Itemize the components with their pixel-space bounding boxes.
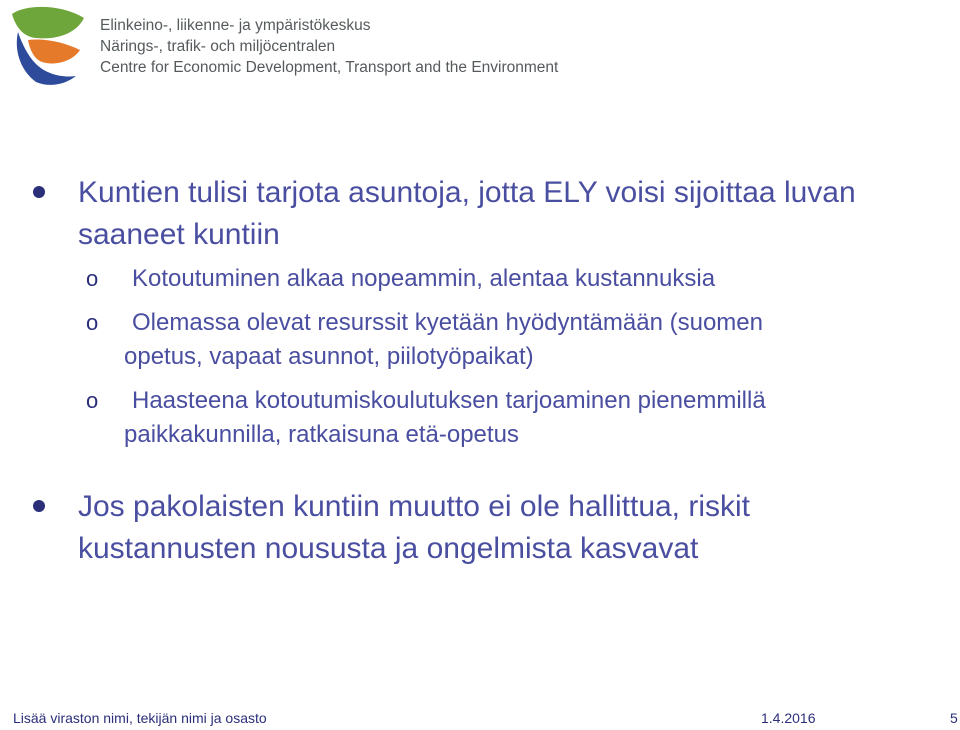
circle-bullet-icon: o	[86, 310, 99, 335]
sub-bullet-line: Kotoutuminen alkaa nopeammin, alentaa kustannuksia	[132, 265, 716, 292]
sub-bullet-line: paikkakunnilla, ratkaisuna etä-opetus	[124, 421, 519, 448]
org-name-sv: Närings-, trafik- och miljöcentralen	[100, 38, 336, 55]
bullet-dot-icon	[33, 500, 45, 512]
bullet-dot-icon	[33, 186, 45, 198]
slide-content	[28, 172, 928, 570]
circle-bullet-icon: o	[86, 266, 99, 291]
sub-bullet-item	[82, 384, 928, 452]
bullet-item	[28, 486, 928, 570]
slide-footer	[0, 708, 960, 730]
bullet-text: Kuntien tulisi tarjota asuntoja, jotta ELY voisi sijoittaa luvan saaneet kuntiin	[78, 176, 856, 251]
circle-bullet-icon: o	[86, 388, 99, 413]
sub-bullet-item	[82, 262, 928, 296]
page-number: 5	[950, 710, 958, 726]
org-name-en: Centre for Economic Development, Transport and the Environment	[100, 59, 559, 76]
footer-date: 1.4.2016	[761, 710, 816, 726]
bullet-text: Jos pakolaisten kuntiin muutto ei ole hallittua, riskit kustannusten noususta ja ongelmista kasvavat	[78, 490, 751, 565]
sub-bullet-line: Olemassa olevat resurssit kyetään hyödyntämään (suomen	[132, 309, 763, 336]
org-name-fi: Elinkeino-, liikenne- ja ympäristökeskus	[100, 17, 371, 34]
bullet-item	[28, 172, 928, 256]
sub-bullet-list	[82, 262, 928, 452]
sub-bullet-line: Haasteena kotoutumiskoulutuksen tarjoaminen pienemmillä	[132, 387, 766, 414]
sub-bullet-item	[82, 306, 928, 374]
organization-names	[100, 15, 558, 78]
ely-logo-icon	[6, 4, 86, 86]
slide-header	[0, 0, 960, 90]
sub-bullet-line: opetus, vapaat asunnot, piilotyöpaikat)	[124, 343, 534, 370]
footer-author: Lisää viraston nimi, tekijän nimi ja osasto	[13, 710, 267, 726]
